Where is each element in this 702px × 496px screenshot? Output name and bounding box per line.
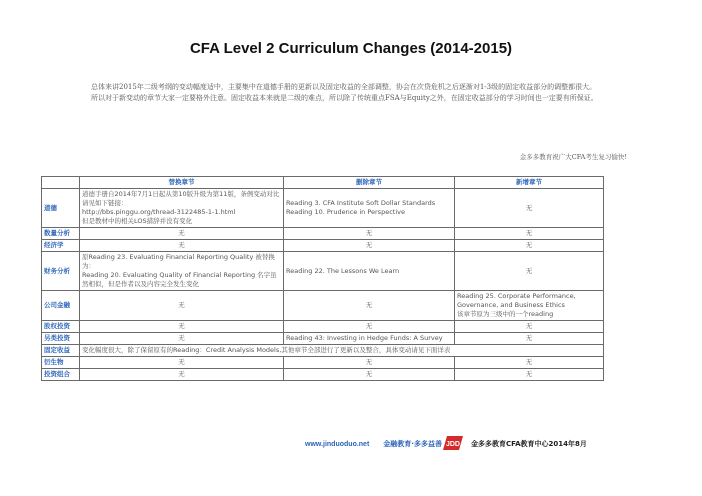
quant-added-cell: 无 bbox=[455, 228, 604, 240]
page-title: CFA Level 2 Curriculum Changes (2014-2015) bbox=[189, 40, 513, 57]
ethics-replaced-line-3: 但是教材中的相关LOS措辞并没有变化 bbox=[82, 217, 193, 225]
econ-added-cell: 无 bbox=[455, 240, 604, 252]
deriv-added-cell: 无 bbox=[455, 357, 604, 369]
table-row-fsa bbox=[42, 252, 604, 291]
footer bbox=[305, 436, 587, 452]
greeting-text: 金多多教育祝广大CFA考生复习愉快! bbox=[519, 153, 627, 161]
table-row-fixed-income bbox=[42, 345, 604, 357]
footer-url-link[interactable]: www.jinduoduo.net bbox=[305, 440, 370, 448]
corp-added-line-1: Reading 25. Corporate Performance, Governance, and Business Ethics bbox=[457, 292, 576, 309]
deriv-deleted-cell: 无 bbox=[284, 357, 455, 369]
row-label-fsa: 财务分析 bbox=[42, 252, 80, 291]
econ-deleted-cell: 无 bbox=[284, 240, 455, 252]
table-row-corp bbox=[42, 291, 604, 321]
corp-deleted-cell: 无 bbox=[284, 291, 455, 321]
quant-deleted-cell: 无 bbox=[284, 228, 455, 240]
ethics-replaced-link[interactable]: http://bbs.pinggu.org/thread-3122485-1-1.html bbox=[82, 208, 236, 216]
row-label-corp: 公司金融 bbox=[42, 291, 80, 321]
header-blank bbox=[42, 177, 80, 189]
pm-deleted-cell: 无 bbox=[284, 369, 455, 381]
deriv-replaced-cell: 无 bbox=[80, 357, 284, 369]
equity-deleted-cell: 无 bbox=[284, 321, 455, 333]
header-deleted: 删除章节 bbox=[284, 177, 455, 189]
alt-added-cell: 无 bbox=[455, 333, 604, 345]
svg-text:JDD: JDD bbox=[445, 441, 460, 448]
table-row-econ bbox=[42, 240, 604, 252]
intro-line-1: 总体来讲2015年二级考纲的变动幅度适中，主要集中在道德手册的更新以及固定收益的全部调整，协会在次贷危机之后逐渐对1-3级的固定收益部分的调整都很大。 bbox=[91, 83, 597, 91]
pm-added-cell: 无 bbox=[455, 369, 604, 381]
table-row-quant bbox=[42, 228, 604, 240]
fsa-replaced-line-1: 原Reading 23. Evaluating Financial Reporting Quality 被替换为： bbox=[82, 253, 275, 270]
row-label-quant: 数量分析 bbox=[42, 228, 80, 240]
ethics-replaced-cell bbox=[80, 189, 284, 228]
footer-slogan: 金融教育·多多益善 bbox=[383, 440, 442, 448]
ethics-deleted-cell bbox=[284, 189, 455, 228]
intro-paragraph bbox=[91, 82, 611, 104]
row-label-pm: 投资组合 bbox=[42, 369, 80, 381]
row-label-alt: 另类投资 bbox=[42, 333, 80, 345]
intro-line-2: 所以对于新变动的章节大家一定要格外注意。固定收益本来就是二级的难点，所以除了传统重点FSA与Equity之外，在固定收益部分的学习时间也一定要有所保证。 bbox=[91, 94, 598, 102]
curriculum-changes-table bbox=[41, 176, 604, 381]
fixed-income-note: 变化幅度很大，除了保留原有的Reading：Credit Analysis Models,其他章节全部进行了更新以及整合，具体变动请见下面详表 bbox=[80, 345, 604, 357]
ethics-deleted-line-1: Reading 3. CFA Institute Soft Dollar Standards bbox=[286, 199, 436, 207]
table-row-equity bbox=[42, 321, 604, 333]
ethics-deleted-line-2: Reading 10. Prudence in Perspective bbox=[286, 208, 405, 216]
fsa-replaced-cell bbox=[80, 252, 284, 291]
table-row-alt bbox=[42, 333, 604, 345]
row-label-econ: 经济学 bbox=[42, 240, 80, 252]
row-label-deriv: 衍生物 bbox=[42, 357, 80, 369]
corp-replaced-cell: 无 bbox=[80, 291, 284, 321]
pm-replaced-cell: 无 bbox=[80, 369, 284, 381]
fsa-added-cell: 无 bbox=[455, 252, 604, 291]
equity-added-cell: 无 bbox=[455, 321, 604, 333]
row-label-ethics: 道德 bbox=[42, 189, 80, 228]
row-label-equity: 股权投资 bbox=[42, 321, 80, 333]
corp-added-cell bbox=[455, 291, 604, 321]
equity-replaced-cell: 无 bbox=[80, 321, 284, 333]
quant-replaced-cell: 无 bbox=[80, 228, 284, 240]
alt-deleted-cell: Reading 43: Investing in Hedge Funds: A Survey bbox=[284, 333, 455, 345]
footer-org-date: 金多多教育CFA教育中心2014年8月 bbox=[470, 440, 587, 448]
jdd-logo-icon bbox=[443, 436, 463, 452]
ethics-added-cell: 无 bbox=[455, 189, 604, 228]
fsa-deleted-cell: Reading 22. The Lessons We Learn bbox=[284, 252, 455, 291]
table-header-row bbox=[42, 177, 604, 189]
table-row-deriv bbox=[42, 357, 604, 369]
corp-added-line-2: 该章节原为三级中的一个reading bbox=[457, 310, 554, 318]
header-replaced: 替换章节 bbox=[80, 177, 284, 189]
econ-replaced-cell: 无 bbox=[80, 240, 284, 252]
row-label-fixed-income: 固定收益 bbox=[42, 345, 80, 357]
alt-replaced-cell: 无 bbox=[80, 333, 284, 345]
fsa-replaced-line-2: Reading 20. Evaluating Quality of Financial Reporting 名字虽然相似，但是作者以及内容完全发生变化 bbox=[82, 271, 277, 288]
header-added: 新增章节 bbox=[455, 177, 604, 189]
table-row-pm bbox=[42, 369, 604, 381]
table-row-ethics bbox=[42, 189, 604, 228]
ethics-replaced-line-1: 道德手册自2014年7月1日起从第10版升级为第11版，条例变动对比请见如下链接： bbox=[82, 190, 280, 207]
